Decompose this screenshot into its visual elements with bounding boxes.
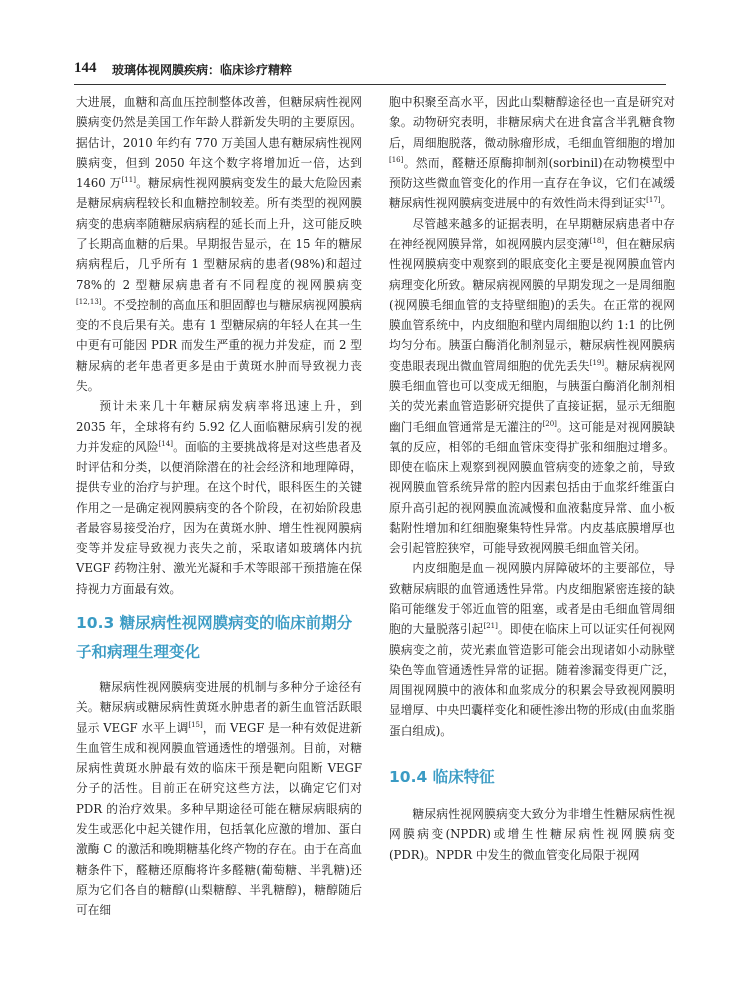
section-heading-10-3: 10.3 糖尿病性视网膜病变的临床前期分子和病理生理变化 [76, 614, 353, 662]
text-run: 。糖尿病性视网膜病变发生的最大危险因素是糖尿病病程较长和血糖控制较差。所有类型的视网膜病变的患病率随糖尿病病程的延长而上升，这可能反映了长期高血糖的后果。早期报告显示，在 15 年的糖尿病病程后，几乎所有 1 型糖尿病的患者(98%)和超过 78%的 2 型糖尿病患者有不同程度的视网膜病变 [76, 176, 362, 292]
left-paragraph-3 [76, 677, 362, 920]
text-run: 内皮细胞是血－视网膜内屏障破坏的主要部位，导致糖尿病眼的血管通透性异常。内皮细胞紧密连接的缺陷可能继发于邻近血管的阻塞，或者是由毛细血管周细胞的大量脱落引起 [389, 561, 675, 637]
left-column [76, 92, 362, 920]
citation-ref: [12,13] [76, 297, 102, 306]
text-run: 。然而，醛糖还原酶抑制剂(sorbinil)在动物模型中预防这些微血管变化的作用一直存在争议，它们在减缓糖尿病性视网膜病变进展中的有效性尚未得到证实 [389, 155, 675, 211]
section-heading-10-4: 10.4 临床特征 [389, 768, 495, 786]
header-rule [74, 84, 666, 85]
text-run: ，而 VEGF 是一种有效促进新生血管生成和视网膜血管通透性的增强剂。目前，对糖尿病性黄斑水肿最有效的临床干预是靶向阻断 VEGF 分子的活性。目前正在研究这些方法，以确定它们对 PDR 的治疗效果。多种早期途径可能在糖尿病眼病的发生或恶化中起关键作用，包括氧化应激的增加、蛋白激酶 C 的激活和晚期糖基化终产物的存在。由于在高血糖条件下，醛糖还原酶将许多醛糖(葡萄糖、半乳糖)还原为它们各自的糖醇(山梨糖醇、半乳糖醇)，糖醇随后可在细 [76, 720, 362, 918]
text-run: 。这可能是对视网膜缺氧的反应，相邻的毛细血管床变得扩张和细胞过增多。即使在临床上观察到视网膜血管病变的迹象之前，导致视网膜血管系统异常的腔内因素包括由于血浆纤维蛋白原升高引起的视网膜血流减慢和血液黏度异常、血小板黏附性增加和红细胞聚集特性异常。内皮基底膜增厚也会引起管腔狭窄，可能导致视网膜毛细血管关闭。 [389, 419, 675, 556]
right-paragraph-1 [389, 92, 675, 214]
citation-ref: [15] [188, 720, 203, 729]
text-run: 糖尿病性视网膜病变进展的机制与多种分子途径有关。糖尿病或糖尿病性黄斑水肿患者的新生血管活跃眼显示 VEGF 水平上调 [76, 680, 362, 735]
right-paragraph-2 [389, 214, 675, 559]
text-run: 糖尿病性视网膜病变大致分为非增生性糖尿病性视网膜病变(NPDR)或增生性糖尿病性视网膜病变(PDR)。NPDR 中发生的微血管变化局限于视网 [389, 807, 675, 862]
citation-ref: [16] [389, 155, 404, 164]
text-run: 尽管越来越多的证据表明，在早期糖尿病患者中存在神经视网膜异常，如视网膜内层变薄 [389, 216, 675, 251]
right-column [389, 92, 675, 865]
text-run: 。不受控制的高血压和胆固醇也与糖尿病视网膜病变的不良后果有关。患有 1 型糖尿病的年轻人在其一生中更有可能因 PDR 而发生严重的视力并发症，而 2 型糖尿病的老年患者更多是由于黄斑水肿而导致视力丧失。 [76, 297, 362, 393]
running-title: 玻璃体视网膜疾病：临床诊疗精粹 [112, 63, 293, 77]
page-number: 144 [74, 60, 97, 76]
text-run: ，但在糖尿病性视网膜病变中观察到的眼底变化主要是视网膜血管内病理变化所致。糖尿病视网膜的早期发现之一是周细胞(视网膜毛细血管的支持壁细胞)的丢失。在正常的视网膜血管系统中，内皮细胞和壁内周细胞以约 1:1 的比例均匀分布。胰蛋白酶消化制剂显示，糖尿病性视网膜病变患眼表现出微血管周细胞的优先丢失 [389, 236, 675, 373]
right-paragraph-3 [389, 558, 675, 741]
page-header [74, 60, 666, 82]
citation-ref: [18] [589, 237, 605, 246]
text-run: 胞中积聚至高水平，因此山梨糖醇途径也一直是研究对象。动物研究表明，非糖尿病犬在进食富含半乳糖食物后，周细胞脱落，微动脉瘤形成，毛细血管细胞的增加 [389, 95, 675, 150]
right-paragraph-4 [389, 804, 675, 865]
text-run: 。面临的主要挑战将是对这些患者及时评估和分类，以便消除潜在的社会经济和地理障碍，提供专业的治疗与护理。在这个时代，眼科医生的关键作用之一是确定视网膜病变的各个阶段，在初始阶段患者最容易接受治疗，因为在黄斑水肿、增生性视网膜病变等并发症导致视力丧失之前，采取诸如玻璃体内抗 VEGF 药物注射、激光光凝和手术等眼部干预措施在保持视力方面最有效。 [76, 439, 362, 596]
citation-ref: [17] [646, 196, 661, 205]
citation-ref: [14] [158, 439, 174, 448]
citation-ref: [20] [542, 419, 557, 428]
left-paragraph-2 [76, 396, 362, 599]
citation-ref: [11] [121, 176, 136, 185]
text-run: 。 [660, 196, 673, 211]
text-run: 预计未来几十年糖尿病发病率将迅速上升，到 2035 年，全球将有约 5.92 亿人面临糖尿病引发的视力并发症的风险 [76, 399, 362, 454]
citation-ref: [19] [589, 358, 605, 367]
text-run: 。糖尿病视网膜毛细血管也可以变成无细胞，与胰蛋白酶消化制剂相关的荧光素血管造影研究提供了直接证据，显示无细胞幽门毛细血管通常是无灌注的 [389, 358, 675, 434]
text-run: 。即使在临床上可以证实任何视网膜病变之前，荧光素血管造影可能会出现诸如小动脉壁染色等血管通透性异常的证据。随着渗漏变得更广泛，周围视网膜中的液体和血浆成分的积累会导致视网膜明显增厚、中央凹囊样变化和硬性渗出物的形成(由血浆脂蛋白组成)。 [389, 622, 675, 738]
left-paragraph-1 [76, 92, 362, 396]
text-run: 大进展，血糖和高血压控制整体改善，但糖尿病性视网膜病变仍然是美国工作年龄人群新发失明的主要原因。据估计，2010 年约有 770 万美国人患有糖尿病性视网膜病变，但到 2050 年这个数字将增加近一倍，达到 1460 万 [76, 95, 362, 191]
citation-ref: [21] [483, 622, 498, 631]
